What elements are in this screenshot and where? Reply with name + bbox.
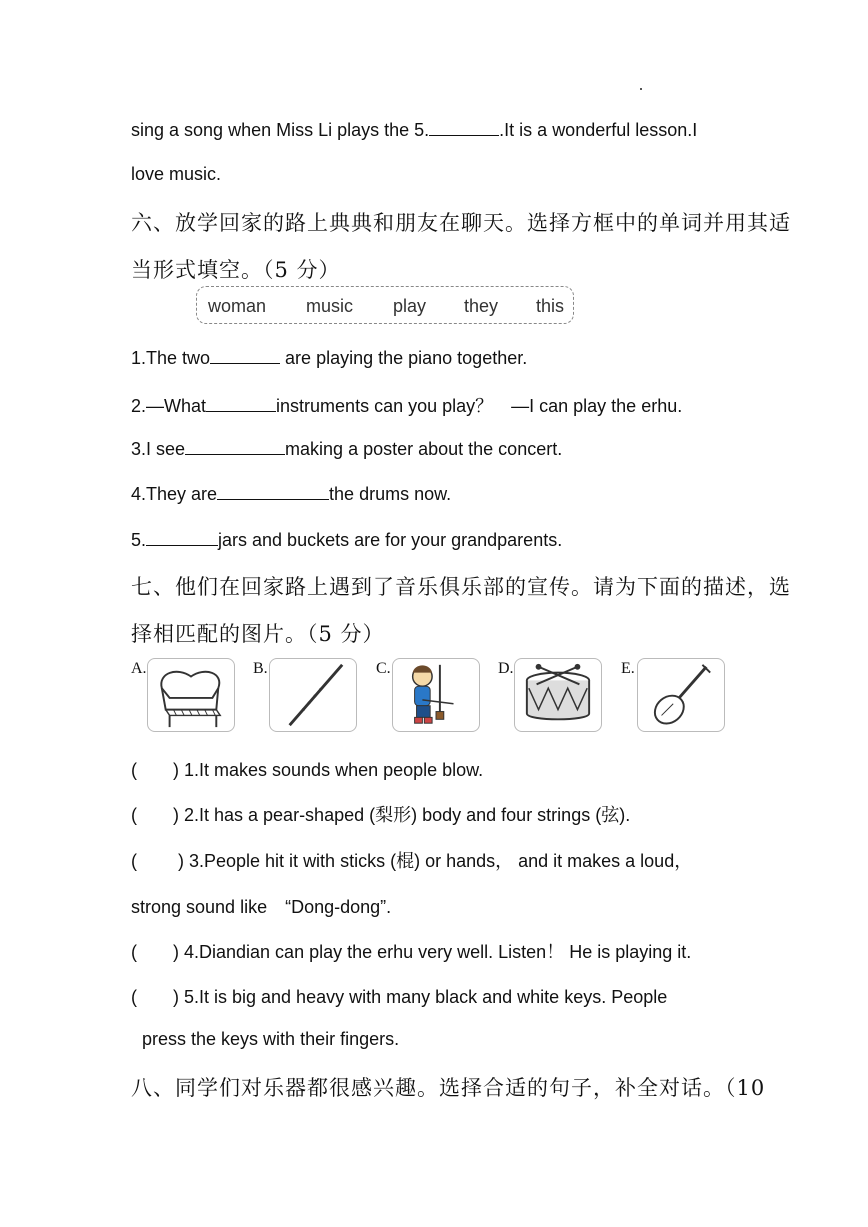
word-option: woman bbox=[208, 296, 267, 316]
section-7-heading-cont: 择相匹配的图片。（5 分） bbox=[131, 622, 385, 646]
word-box bbox=[196, 286, 574, 324]
word-option: music bbox=[306, 296, 354, 316]
pipa-icon bbox=[637, 658, 725, 732]
drum-icon bbox=[514, 658, 602, 732]
answer-blank[interactable] bbox=[146, 528, 218, 546]
section-7-heading: 七、他们在回家路上遇到了音乐俱乐部的宣传。请为下面的描述，选 bbox=[131, 575, 791, 599]
question-text: are playing the piano together. bbox=[280, 348, 528, 368]
question-text: instruments can you play？ —I can play the erhu. bbox=[276, 396, 683, 416]
question-text: 1.The two bbox=[131, 348, 211, 368]
piano-icon bbox=[147, 658, 235, 732]
erhu-player-icon bbox=[392, 658, 480, 732]
question-7-4: ( ) 4.Diandian can play the erhu very well. Listen！ He is playing it. bbox=[131, 942, 692, 962]
picture-label-d: D. bbox=[498, 660, 514, 677]
question-text: the drums now. bbox=[329, 484, 452, 504]
section-8-heading: 八、同学们对乐器都很感兴趣。选择合适的句子，补全对话。（10 bbox=[131, 1076, 766, 1100]
question-text: jars and buckets are for your grandparents. bbox=[218, 530, 563, 550]
stray-dot bbox=[640, 88, 642, 90]
question-text: 2.—What bbox=[131, 396, 207, 416]
question-6-1 bbox=[131, 346, 527, 369]
word-option: play bbox=[393, 296, 427, 316]
passage-text: sing a song when Miss Li plays the 5. bbox=[131, 120, 430, 140]
picture-label-e: E. bbox=[621, 660, 635, 677]
picture-label-b: B. bbox=[253, 660, 268, 677]
answer-blank[interactable] bbox=[210, 346, 280, 364]
question-7-5-cont: press the keys with their fingers. bbox=[142, 1029, 400, 1049]
section-6-heading: 六、放学回家的路上典典和朋友在聊天。选择方框中的单词并用其适 bbox=[131, 211, 791, 235]
picture-label-c: C. bbox=[376, 660, 391, 677]
passage-text: .It is a wonderful lesson.I bbox=[499, 120, 698, 140]
word-option: this bbox=[536, 296, 565, 316]
question-7-1: ( ) 1.It makes sounds when people blow. bbox=[131, 760, 484, 780]
question-6-5 bbox=[131, 528, 562, 551]
question-6-2 bbox=[131, 392, 682, 418]
question-text: 4.They are bbox=[131, 484, 218, 504]
passage-line-2: love music. bbox=[131, 164, 222, 184]
flute-icon bbox=[269, 658, 357, 732]
question-6-4 bbox=[131, 482, 451, 505]
answer-blank[interactable] bbox=[429, 118, 499, 136]
passage-line-1 bbox=[131, 118, 697, 141]
question-7-5: ( ) 5.It is big and heavy with many black and white keys. People bbox=[131, 987, 668, 1007]
answer-blank[interactable] bbox=[206, 394, 276, 412]
question-6-3 bbox=[131, 437, 562, 460]
picture-label-a: A. bbox=[131, 660, 147, 677]
answer-blank[interactable] bbox=[185, 437, 285, 455]
question-text: 5. bbox=[131, 530, 147, 550]
word-option: they bbox=[464, 296, 499, 316]
question-text: 3.I see bbox=[131, 439, 186, 459]
question-7-3: ( ) 3.People hit it with sticks (棍) or hands， and it makes a loud， bbox=[131, 851, 693, 871]
answer-blank[interactable] bbox=[217, 482, 329, 500]
question-7-2: ( ) 2.It has a pear-shaped (梨形) body and four strings (弦). bbox=[131, 805, 631, 825]
question-7-3-cont: strong sound like “Dong-dong”. bbox=[131, 897, 392, 917]
question-text: making a poster about the concert. bbox=[285, 439, 563, 459]
section-6-heading-cont: 当形式填空。（5 分） bbox=[131, 258, 341, 282]
